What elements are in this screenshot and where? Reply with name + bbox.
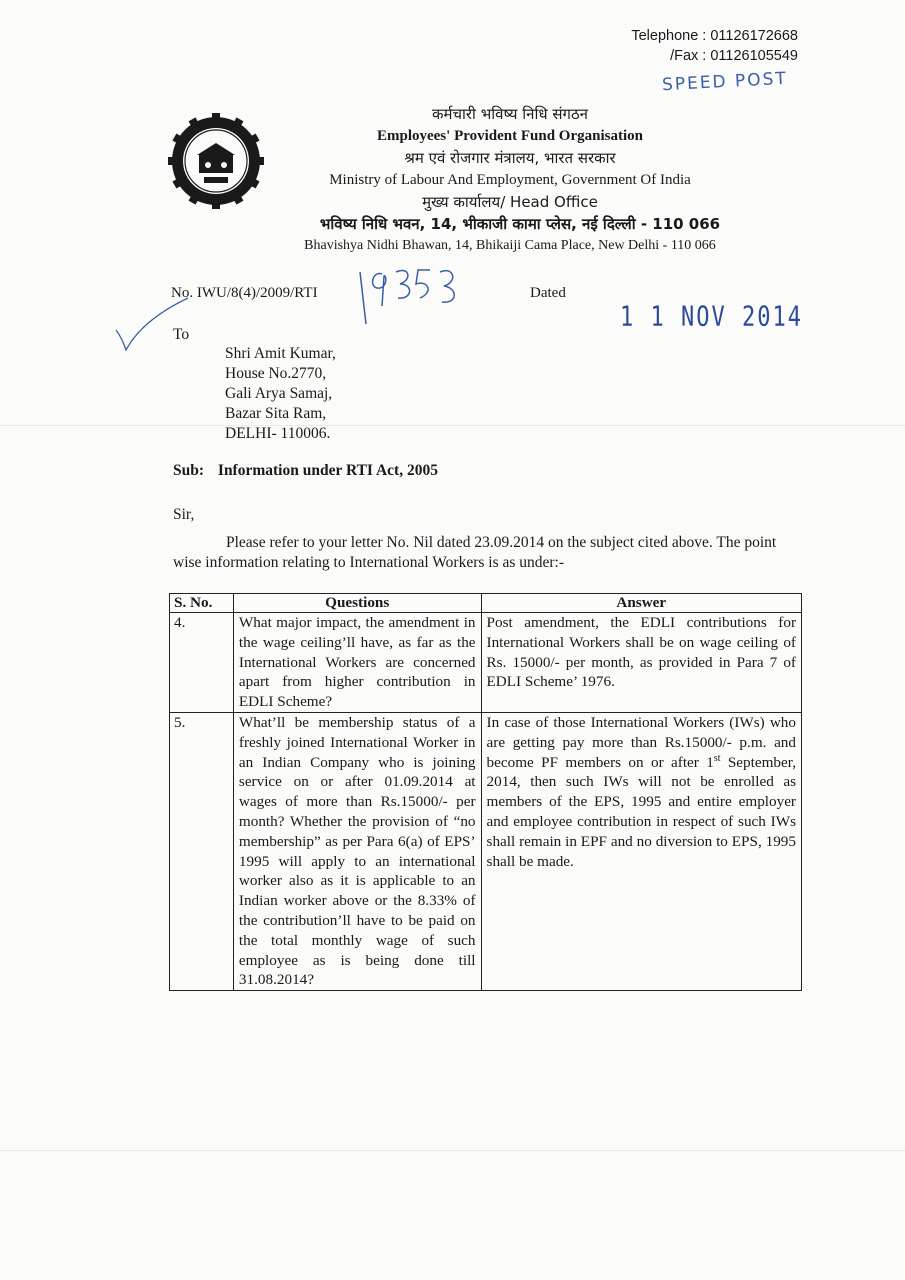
dated-label: Dated [530, 285, 566, 301]
address-hindi: भविष्य निधि भवन, 14, भीकाजी कामा प्लेस, नई दिल्ली - 110 066 [319, 215, 721, 233]
salutation: Sir, [173, 506, 195, 523]
letterhead [250, 103, 770, 257]
table-header-row [170, 594, 802, 613]
ministry-english: Ministry of Labour And Employment, Government Of India [329, 172, 691, 188]
column-header-sno: S. No. [170, 594, 234, 613]
address-line: House No.2770, [225, 365, 327, 382]
row-question: What major impact, the amendment in the wage ceiling’ll have, as far as the International Workers are concerned apart from higher contribution in EDLI Scheme? [233, 613, 481, 713]
address-english: Bhavishya Nidhi Bhawan, 14, Bhikaiji Cama Place, New Delhi - 110 066 [304, 238, 716, 253]
address-line: Shri Amit Kumar, [225, 345, 336, 362]
reference-number: No. IWU/8(4)/2009/RTI [171, 285, 318, 301]
rti-info-table [169, 593, 802, 991]
address-line: Gali Arya Samaj, [225, 385, 333, 402]
fax-line: /Fax : 01126105549 [670, 48, 798, 64]
table-row [170, 613, 802, 713]
answer-text: September, 2014, then such IWs will not be enrolled as members of the EPS, 1995 and entire employer and employee contribution in respect of such IWs shall remain in EPF and no diversion to EPS, 1995 shall be made. [486, 753, 796, 870]
scan-artifact [0, 425, 905, 426]
ordinal-suffix: st [713, 752, 721, 764]
handwritten-number [354, 262, 466, 334]
contact-block [631, 26, 798, 66]
org-name-english: Employees' Provident Fund Organisation [376, 128, 643, 144]
org-name-hindi: कर्मचारी भविष्य निधि संगठन [432, 105, 588, 123]
table-row [170, 712, 802, 990]
row-answer [481, 712, 801, 990]
address-line: Bazar Sita Ram, [225, 405, 327, 422]
body-paragraph: Please refer to your letter No. Nil dated 23.09.2014 on the subject cited above. The point wise information relating to International Workers is as under:- [173, 534, 777, 571]
subject-line [173, 462, 438, 480]
row-sno: 4. [170, 613, 234, 713]
subject-label: Sub: [173, 462, 205, 479]
address-line: DELHI- 110006. [225, 425, 331, 442]
row-answer: Post amendment, the EDLI contributions for International Workers shall be on wage ceiling of Rs. 15000/- per month, as provided in Para 7 of EDLI Scheme’ 1976. [481, 613, 801, 713]
row-question: What’ll be membership status of a freshly joined International Worker in an Indian Company who is joining service on or after 01.09.2014 at wages of more than Rs.15000/- per month? Whether the provision of “no membership” as per Para 6(a) of EPS’ 1995 will apply to an international worker also as it is applicable to an Indian worker above or the 8.33% of the contribution’ll have to be paid on the total monthly wage of such employee as is being done till 31.08.2014? [233, 712, 481, 990]
answer-text: In case of those International Workers (IWs) who are getting pay more than Rs.15000/- p.m. and become PF members on or after 1 [486, 713, 796, 771]
subject-text: Information under RTI Act, 2005 [217, 462, 438, 479]
date-stamp: 1 1 NOV 2014 [620, 301, 803, 334]
scan-artifact [0, 1150, 905, 1151]
row-sno: 5. [170, 712, 234, 990]
column-header-questions: Questions [233, 594, 481, 613]
column-header-answer: Answer [481, 594, 801, 613]
ministry-hindi: श्रम एवं रोजगार मंत्रालय, भारत सरकार [404, 149, 616, 167]
telephone-line: Telephone : 01126172668 [631, 28, 798, 44]
head-office: मुख्य कार्यालय/ Head Office [422, 193, 598, 211]
recipient-address [225, 344, 336, 444]
to-label: To [173, 326, 190, 343]
speed-post-handwriting: SPEED POST [661, 68, 789, 96]
